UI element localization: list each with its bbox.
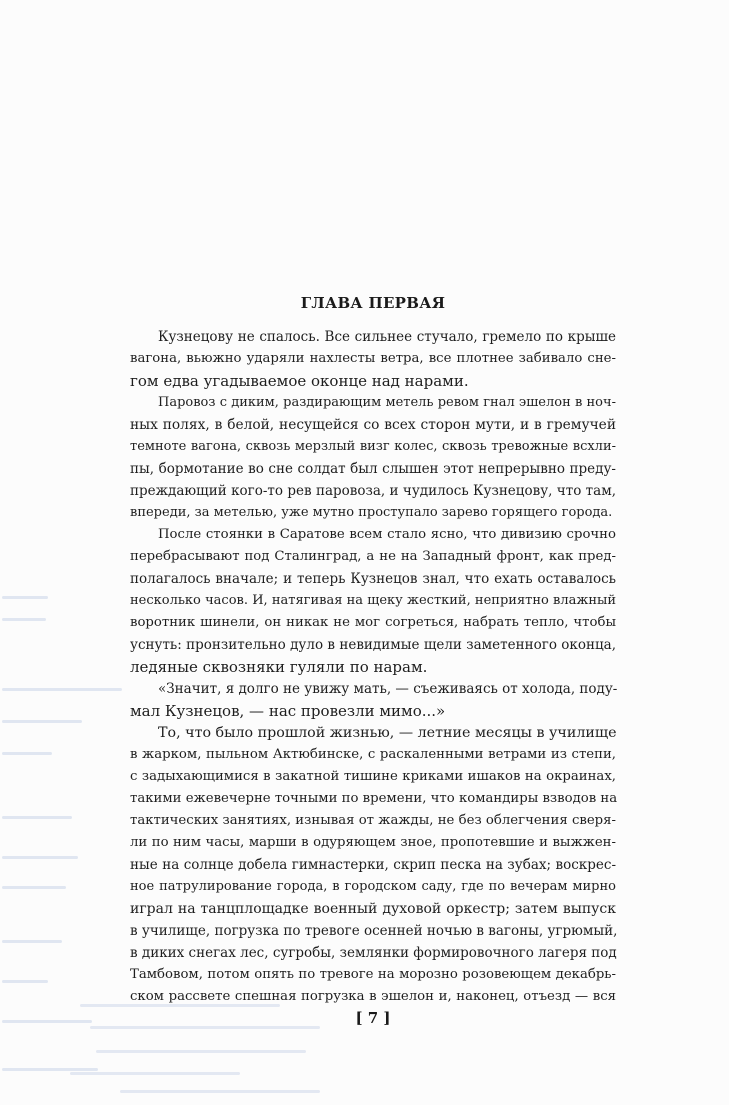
- text-line: темноте вагона, сквозь мерзлый визг колес, сквозь тревожные всхли-: [130, 439, 616, 454]
- text-line: с задыхающимися в закатной тишине криками ишаков на окраинах,: [130, 769, 616, 784]
- text-line: полагалось вначале; и теперь Кузнецов знал, что ехать оставалось: [130, 571, 616, 587]
- text-line: «Значит, я долго не увижу мать, — съеживаясь от холода, поду-: [158, 681, 618, 697]
- text-line: То, что было прошлой жизнью, — летние месяцы в училище: [158, 725, 617, 741]
- text-line: перебрасывают под Сталинград, а не на Западный фронт, как пред-: [130, 549, 616, 564]
- text-line: в училище, погрузка по тревоге осенней ночью в вагоны, угрюмый,: [130, 923, 618, 939]
- text-line: пы, бормотание во сне солдат был слышен этот непрерывно преду-: [130, 461, 616, 477]
- text-line: такими ежевечерне точными по времени, что командиры взводов на: [130, 791, 618, 806]
- text-line: ное патрулирование города, в городском саду, где по вечерам мирно: [130, 879, 616, 894]
- text-line: Паровоз с диким, раздирающим метель ревом гнал эшелон в ноч-: [158, 395, 616, 410]
- text-line: Кузнецову не спалось. Все сильнее стучало, гремело по крыше: [158, 329, 616, 345]
- page-number: [ 7 ]: [355, 1009, 391, 1027]
- text-line: гом едва угадываемое оконце над нарами.: [130, 372, 469, 390]
- text-line: впереди, за метелью, уже мутно проступало зарево горящего города.: [130, 505, 613, 520]
- text-line: вагона, вьюжно ударяли нахлесты ветра, все плотнее забивало сне-: [130, 351, 616, 366]
- text-line: тактических занятиях, изнывая от жажды, не без облегчения сверя-: [130, 813, 616, 828]
- text-line: уснуть: пронзительно дуло в невидимые щели заметенного оконца,: [130, 637, 616, 653]
- chapter-title: ГЛАВА ПЕРВАЯ: [300, 294, 446, 312]
- text-line: преждающий кого-то рев паровоза, и чудилось Кузнецову, что там,: [130, 483, 616, 499]
- text-line: несколько часов. И, натягивая на щеку жесткий, неприятно влажный: [130, 593, 616, 608]
- show-through-text: [0, 590, 150, 1100]
- text-line: Тамбовом, потом опять по тревоге на морозно розовеющем декабрь-: [130, 967, 616, 982]
- chapter-body: [130, 326, 616, 1008]
- text-line: ледяные сквозняки гуляли по нарам.: [130, 658, 428, 676]
- text-line: ные на солнце добела гимнастерки, скрип песка на зубах; воскрес-: [130, 857, 616, 873]
- text-line: играл на танцплощадке военный духовой оркестр; затем выпуск: [130, 901, 616, 917]
- text-line: мал Кузнецов, — нас провезли мимо...»: [130, 702, 446, 720]
- text-line: ных полях, в белой, несущейся со всех сторон мути, и в гремучей: [130, 417, 616, 433]
- text-line: ли по ним часы, марши в одуряющем зное, пропотевшие и выжжен-: [130, 835, 616, 850]
- text-line: в жарком, пыльном Актюбинске, с раскаленными ветрами из степи,: [130, 747, 616, 762]
- text-line: воротник шинели, он никак не мог согреться, набрать тепло, чтобы: [130, 615, 616, 630]
- text-line: в диких снегах лес, сугробы, землянки формировочного лагеря под: [130, 945, 617, 961]
- text-line: ском рассвете спешная погрузка в эшелон и, наконец, отъезд — вся: [130, 989, 616, 1004]
- text-line: После стоянки в Саратове всем стало ясно, что дивизию срочно: [158, 527, 616, 542]
